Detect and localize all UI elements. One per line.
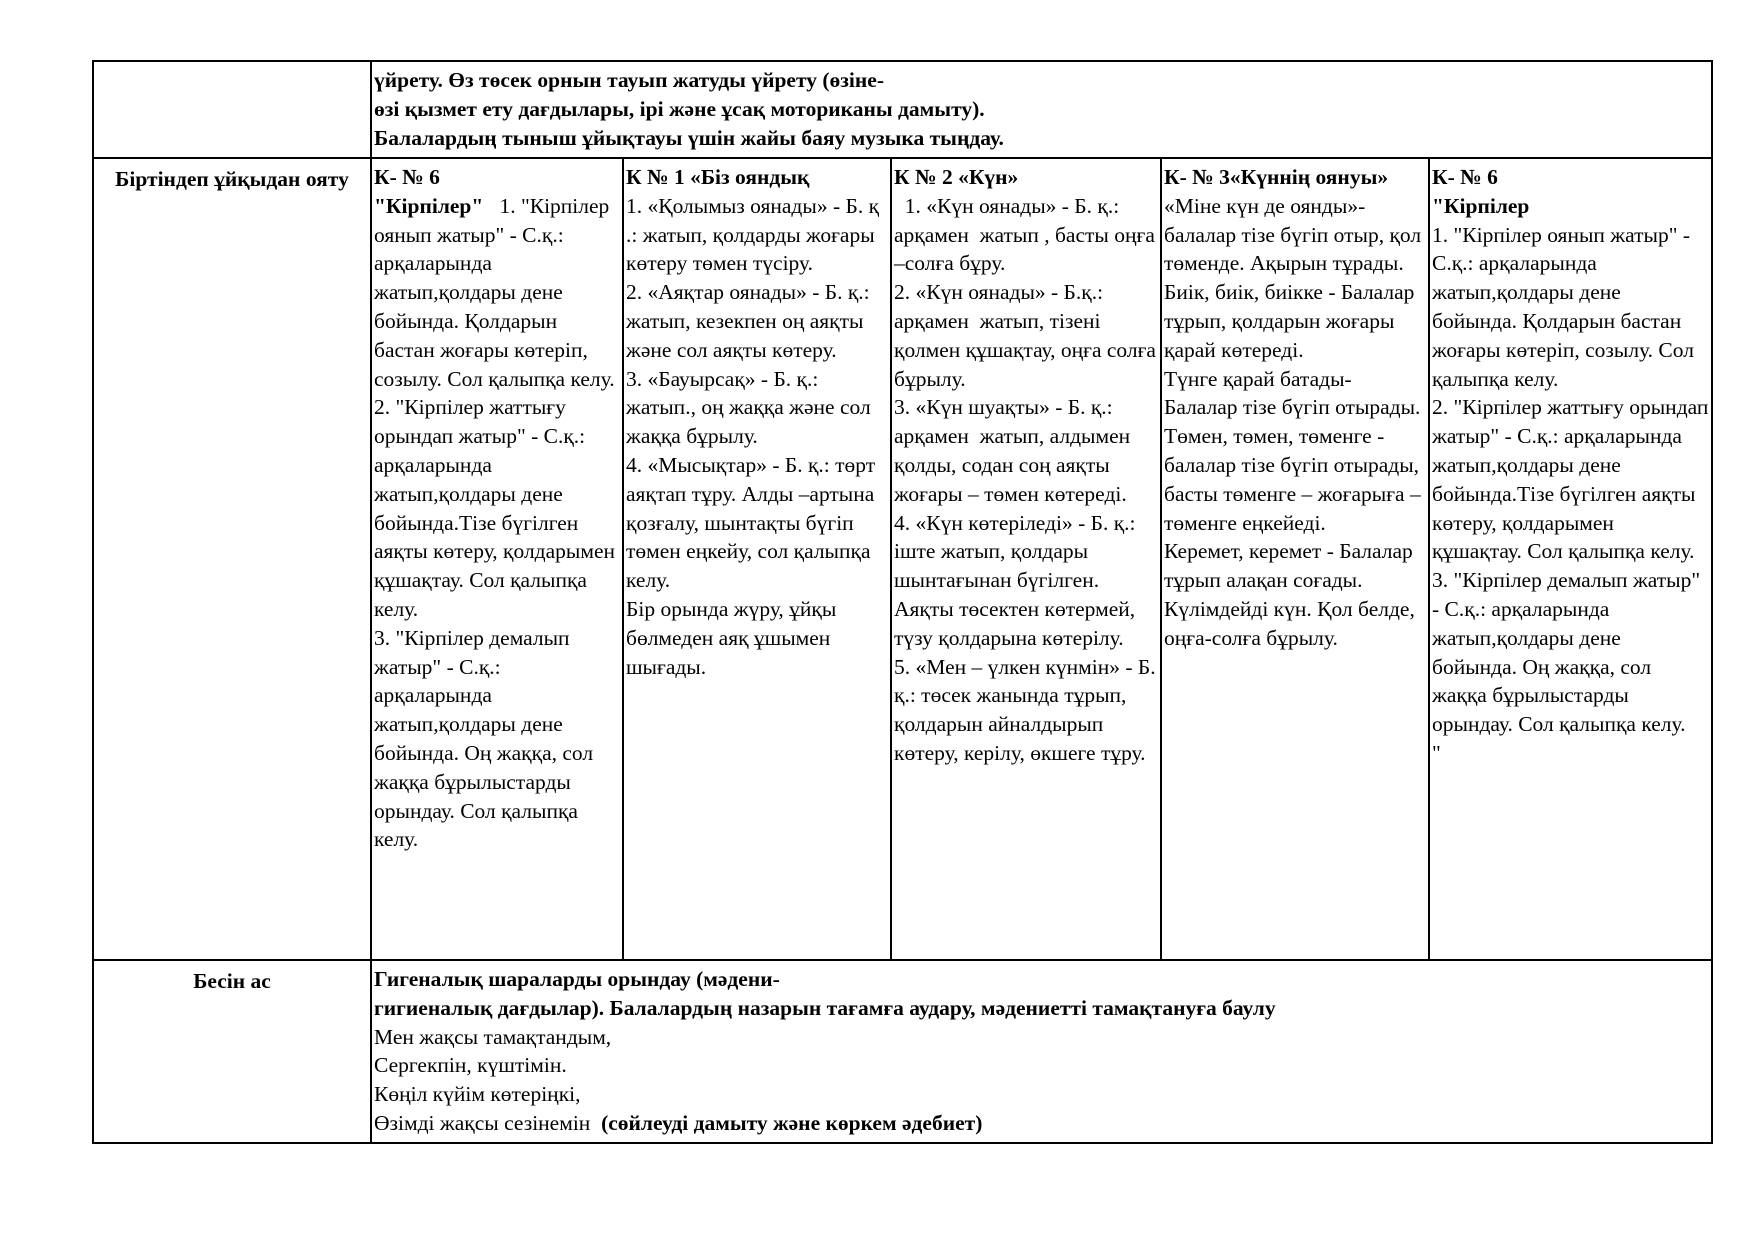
wake-column-title: К № 1 «Біз ояндық bbox=[626, 165, 810, 189]
lunch-bold-line: гигиеналық дағдылар). Балалардың назарын тағамға аудару, мәдениетті тамақтануға баулу bbox=[374, 995, 1276, 1020]
poem-line: Көңіл күйім көтеріңкі, bbox=[374, 1082, 581, 1107]
wake-column-title: К- № 3«Күннің оянуы» bbox=[1164, 165, 1389, 189]
lunch-row-label: Бесін ас bbox=[93, 960, 371, 1143]
wake-column-3 bbox=[891, 158, 1161, 960]
wake-column-2 bbox=[623, 158, 891, 960]
top-row bbox=[93, 61, 1712, 158]
poem-line: Сергекпін, күштімін. bbox=[374, 1053, 567, 1078]
wake-column-5 bbox=[1429, 158, 1712, 960]
wake-column-body: «Міне күн де оянды»- балалар тізе бүгіп отыр, қол төменде. Ақырын тұрады. Биік, биік, биікке - Балалар тұрып, қолдарын жоғары қарай көтереді. Түнге қарай батады- Балалар тізе бүгіп отырады. Төмен, төмен, төменге - балалар тізе бүгіп отырады, басты төменге – жоғарыға – төменге еңкейеді. Керемет, керемет - Балалар тұрып алақан соғады. Күлімдейді күн. Қол белде, оңға-солға бұрылу. bbox=[1164, 193, 1422, 650]
wake-column-body: 1. «Күн оянады» - Б. қ.: арқамен жатып , басты оңға –солға бұру. 2. «Күн оянады» - Б.қ.: арқамен жатып, тізені қолмен құшақтау, оңға солға бұрылу. 3. «Күн шуақты» - Б. қ.: арқамен жатып, алдымен қолды, содан соң аяқты жоғары – төмен көтереді. 4. «Күн көтеріледі» - Б. қ.: іште жатып, қолдары шынтағынан бүгілген. Аяқты төсектен көтермей, түзу қолдарына көтерілу. 5. «Мен – үлкен күнмін» - Б. қ.: төсек жанында тұрып, қолдарын айналдырып көтеру, керілу, өкшеге тұру. bbox=[894, 193, 1156, 765]
poem-line: Мен жақсы тамақтандым, bbox=[374, 1024, 612, 1049]
top-row-line: үйрету. Өз төсек орнын тауып жатуды үйрету (өзіне- bbox=[374, 68, 884, 92]
lunch-bold-line: Гигеналық шараларды орындау (мәдени- bbox=[374, 967, 780, 991]
wake-column-title: К- № 6 "Кірпілер bbox=[1432, 165, 1530, 218]
top-row-label bbox=[93, 61, 371, 158]
top-row-content bbox=[371, 61, 1712, 158]
wake-column-body: 1. "Кірпілер оянып жатыр" - С.қ.: арқаларында жатып,қолдары дене бойында. Қолдарын бастан жоғары көтеріп, созылу. Сол қалыпқа келу. 2. "Кірпілер жаттығу орындап жатыр" - С.қ.: арқаларында жатып,қолдары дене бойында.Тізе бүгілген аяқты көтеру, қолдарымен құшақтау. Сол қалыпқа келу. 3. "Кірпілер демалып жатыр" - С.қ.: арқаларында жатып,қолдары дене бойында. Оң жаққа, сол жаққа бұрылыстарды орындау. Сол қалыпқа келу. " bbox=[1432, 222, 1709, 765]
wake-column-body: 1. «Қолымыз оянады» - Б. қ .: жатып, қолдарды жоғары көтеру төмен түсіру. 2. «Аяқтар оянады» - Б. қ.: жатып, кезекпен оң аяқты және сол аяқты көтеру. 3. «Бауырсақ» - Б. қ.: жатып., оң жаққа және сол жаққа бұрылу. 4. «Мысықтар» - Б. қ.: төрт аяқтап тұру. Алды –артына қозғалу, шынтақты бүгіп төмен еңкейу, сол қалыпқа келу. Бір орында жүру, ұйқы бөлмеден аяқ ұшымен шығады. bbox=[626, 193, 880, 679]
wake-column-title: К № 2 «Күн» bbox=[894, 165, 1019, 189]
lunch-row bbox=[93, 960, 1712, 1143]
wake-row-label: Біртіндеп ұйқыдан ояту bbox=[93, 158, 371, 960]
wake-column-1 bbox=[371, 158, 623, 960]
schedule-table bbox=[92, 60, 1713, 1144]
top-row-line: Балалардың тыныш ұйықтауы үшін жайы баяу музыка тыңдау. bbox=[374, 125, 1004, 150]
top-row-line: өзі қызмет ету дағдылары, ірі және ұсақ моториканы дамыту). bbox=[374, 96, 985, 121]
wake-column-body: 1. "Кірпілер оянып жатыр" - С.қ.: арқаларында жатып,қолдары дене бойында. Қолдарын бастан жоғары көтеріп, созылу. Сол қалыпқа келу. 2. "Кірпілер жаттығу орындап жатыр" - С.қ.: арқаларында жатып,қолдары дене бойында.Тізе бүгілген аяқты көтеру, қолдарымен құшақтау. Сол қалыпқа келу. 3. "Кірпілер демалып жатыр" - С.қ.: арқаларында жатып,қолдары дене бойында. Оң жаққа, сол жаққа бұрылыстарды орындау. Сол қалыпқа келу. bbox=[374, 193, 616, 852]
development-area-note: (сөйлеуді дамыту және көркем әдебиет) bbox=[601, 1110, 983, 1135]
wake-column-4 bbox=[1161, 158, 1429, 960]
lunch-row-content bbox=[371, 960, 1712, 1143]
wake-row bbox=[93, 158, 1712, 960]
wake-column-title: К- № 6 "Кірпілер" bbox=[374, 165, 484, 218]
poem-last-line: Өзімді жақсы сезінемін bbox=[374, 1110, 602, 1135]
